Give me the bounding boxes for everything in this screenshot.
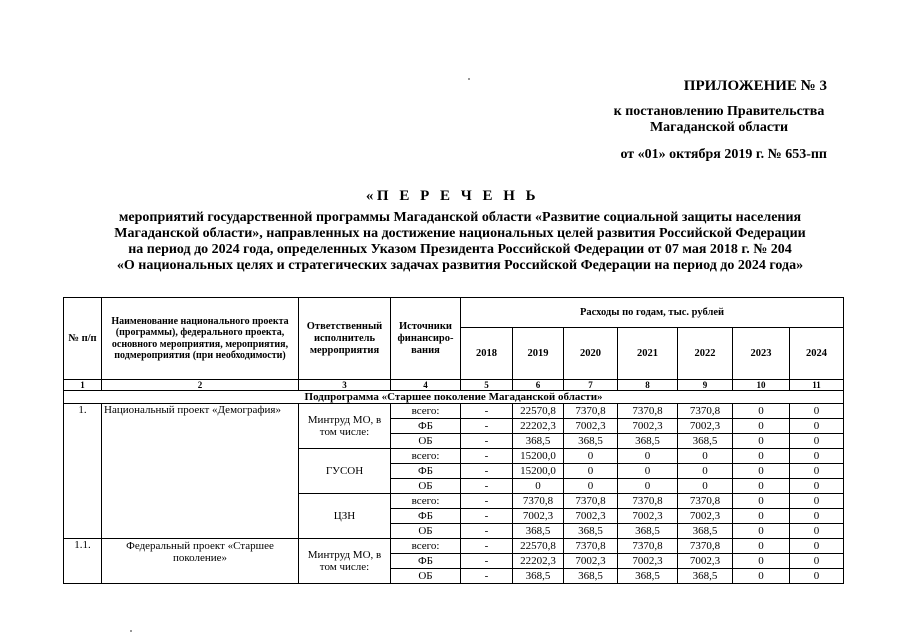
value-cell: 7002,3 — [678, 554, 733, 569]
header-row — [64, 298, 844, 328]
column-number: 10 — [733, 380, 790, 391]
item-name: Федеральный проект «Старшее поколение» — [102, 539, 299, 584]
value-cell: 368,5 — [564, 569, 618, 584]
value-cell: 0 — [564, 464, 618, 479]
value-cell: 0 — [790, 434, 844, 449]
value-cell: 0 — [790, 524, 844, 539]
header-year: 2022 — [678, 328, 733, 380]
value-cell: 368,5 — [564, 434, 618, 449]
value-cell: 0 — [790, 569, 844, 584]
value-cell: 7370,8 — [678, 404, 733, 419]
value-cell: - — [461, 554, 513, 569]
source-cell: ФБ — [391, 419, 461, 434]
item-number: 1. — [64, 404, 102, 539]
value-cell: 0 — [733, 524, 790, 539]
table-row — [64, 404, 844, 419]
value-cell: 368,5 — [618, 434, 678, 449]
value-cell: 7002,3 — [618, 554, 678, 569]
source-cell: ФБ — [391, 554, 461, 569]
value-cell: 0 — [733, 569, 790, 584]
annex-date: от «01» октября 2019 г. № 653-пп — [620, 147, 827, 162]
column-number: 8 — [618, 380, 678, 391]
column-number: 4 — [391, 380, 461, 391]
value-cell: 0 — [733, 434, 790, 449]
header-year: 2019 — [513, 328, 564, 380]
value-cell: 368,5 — [618, 569, 678, 584]
value-cell: 22202,3 — [513, 419, 564, 434]
column-number: 5 — [461, 380, 513, 391]
header-year: 2020 — [564, 328, 618, 380]
column-number: 11 — [790, 380, 844, 391]
scan-speck — [130, 630, 132, 632]
value-cell: 7002,3 — [564, 419, 618, 434]
value-cell: 368,5 — [678, 434, 733, 449]
annex-heading: ПРИЛОЖЕНИЕ № 3 — [683, 78, 827, 94]
title-line-3: на период до 2024 года, определенных Указом Президента Российской Федерации от 07 мая 2018 г. № 204 — [128, 242, 792, 257]
value-cell: 7002,3 — [564, 509, 618, 524]
value-cell: 0 — [790, 419, 844, 434]
value-cell: 0 — [733, 554, 790, 569]
value-cell: 0 — [618, 449, 678, 464]
value-cell: 22570,8 — [513, 539, 564, 554]
column-number: 6 — [513, 380, 564, 391]
value-cell: 368,5 — [564, 524, 618, 539]
value-cell: 7002,3 — [618, 419, 678, 434]
value-cell: 0 — [564, 449, 618, 464]
executor-cell: ЦЗН — [299, 494, 391, 539]
source-cell: ФБ — [391, 464, 461, 479]
column-number: 1 — [64, 380, 102, 391]
value-cell: 0 — [618, 479, 678, 494]
value-cell: - — [461, 509, 513, 524]
value-cell: 0 — [733, 419, 790, 434]
value-cell: - — [461, 449, 513, 464]
document-title — [70, 210, 850, 274]
value-cell: 0 — [513, 479, 564, 494]
value-cell: 0 — [790, 479, 844, 494]
source-cell: ОБ — [391, 524, 461, 539]
value-cell: 7370,8 — [678, 539, 733, 554]
column-numbers-row — [64, 380, 844, 391]
title-line-4: «О национальных целях и стратегических задачах развития Российской Федерации на период до 2024 года» — [116, 258, 804, 273]
value-cell: 368,5 — [678, 569, 733, 584]
value-cell: - — [461, 404, 513, 419]
value-cell: 0 — [790, 404, 844, 419]
value-cell: 0 — [733, 464, 790, 479]
value-cell: 0 — [733, 404, 790, 419]
source-cell: всего: — [391, 539, 461, 554]
value-cell: - — [461, 569, 513, 584]
annex-line-1: к постановлению Правительства — [613, 104, 825, 119]
value-cell: 0 — [733, 479, 790, 494]
value-cell: 7370,8 — [564, 494, 618, 509]
value-cell: 7002,3 — [513, 509, 564, 524]
value-cell: 368,5 — [513, 524, 564, 539]
column-number: 2 — [102, 380, 299, 391]
annex-line-2: Магаданской области — [649, 120, 789, 135]
column-number: 3 — [299, 380, 391, 391]
item-number: 1.1. — [64, 539, 102, 584]
measures-table — [63, 297, 844, 584]
header-name: Наименование национального проекта (программы), федерального проекта, основного мероприятия, мероприятия, подмероприятия (при необходимости) — [102, 298, 299, 380]
value-cell: 0 — [733, 539, 790, 554]
value-cell: 368,5 — [618, 524, 678, 539]
header-year: 2023 — [733, 328, 790, 380]
source-cell: всего: — [391, 449, 461, 464]
value-cell: 0 — [790, 509, 844, 524]
value-cell: 0 — [733, 494, 790, 509]
value-cell: 0 — [618, 464, 678, 479]
source-cell: ОБ — [391, 434, 461, 449]
scan-speck — [468, 78, 470, 80]
value-cell: 22202,3 — [513, 554, 564, 569]
header-year: 2021 — [618, 328, 678, 380]
value-cell: 7002,3 — [678, 419, 733, 434]
value-cell: 22570,8 — [513, 404, 564, 419]
value-cell: - — [461, 464, 513, 479]
source-cell: ОБ — [391, 479, 461, 494]
header-expenses: Расходы по годам, тыс. рублей — [461, 298, 844, 328]
value-cell: 7002,3 — [618, 509, 678, 524]
executor-cell: Минтруд МО, в том числе: — [299, 539, 391, 584]
source-cell: всего: — [391, 494, 461, 509]
title-line-2: Магаданской области», направленных на достижение национальных целей развития Российской Федерации — [114, 226, 806, 241]
value-cell: 7370,8 — [678, 494, 733, 509]
value-cell: - — [461, 434, 513, 449]
column-number: 7 — [564, 380, 618, 391]
title-line-1: мероприятий государственной программы Магаданской области «Развитие социальной защиты населения — [118, 210, 802, 225]
value-cell: 7002,3 — [564, 554, 618, 569]
column-number: 9 — [678, 380, 733, 391]
table-row — [64, 539, 844, 554]
header-executor: Ответственный исполнитель мерроприятия — [299, 298, 391, 380]
value-cell: 7370,8 — [618, 404, 678, 419]
header-year: 2018 — [461, 328, 513, 380]
value-cell: - — [461, 539, 513, 554]
value-cell: 0 — [790, 539, 844, 554]
header-year: 2024 — [790, 328, 844, 380]
header-num: № п/п — [64, 298, 102, 380]
value-cell: 0 — [564, 479, 618, 494]
source-cell: ФБ — [391, 509, 461, 524]
value-cell: 7370,8 — [513, 494, 564, 509]
value-cell: - — [461, 419, 513, 434]
value-cell: 0 — [733, 509, 790, 524]
value-cell: 0 — [790, 494, 844, 509]
executor-cell: Минтруд МО, в том числе: — [299, 404, 391, 449]
value-cell: 368,5 — [513, 434, 564, 449]
source-cell: ОБ — [391, 569, 461, 584]
executor-cell: ГУСОН — [299, 449, 391, 494]
value-cell: 0 — [678, 464, 733, 479]
value-cell: 0 — [790, 464, 844, 479]
subprogram-title: Подпрограмма «Старшее поколение Магаданской области» — [64, 391, 844, 404]
value-cell: 15200,0 — [513, 449, 564, 464]
value-cell: 368,5 — [678, 524, 733, 539]
subprogram-row — [64, 391, 844, 404]
value-cell: - — [461, 479, 513, 494]
value-cell: 0 — [678, 479, 733, 494]
value-cell: 0 — [790, 449, 844, 464]
annex-block — [567, 78, 827, 163]
value-cell: - — [461, 494, 513, 509]
value-cell: 15200,0 — [513, 464, 564, 479]
value-cell: 7002,3 — [678, 509, 733, 524]
value-cell: 7370,8 — [618, 539, 678, 554]
value-cell: 7370,8 — [564, 404, 618, 419]
source-cell: всего: — [391, 404, 461, 419]
value-cell: 368,5 — [513, 569, 564, 584]
value-cell: - — [461, 524, 513, 539]
header-sources: Источники финансиро-вания — [391, 298, 461, 380]
value-cell: 7370,8 — [618, 494, 678, 509]
value-cell: 0 — [733, 449, 790, 464]
document-title-word: «П Е Р Е Ч Е Н Ь — [365, 188, 540, 204]
value-cell: 0 — [678, 449, 733, 464]
value-cell: 7370,8 — [564, 539, 618, 554]
value-cell: 0 — [790, 554, 844, 569]
item-name: Национальный проект «Демография» — [102, 404, 299, 539]
